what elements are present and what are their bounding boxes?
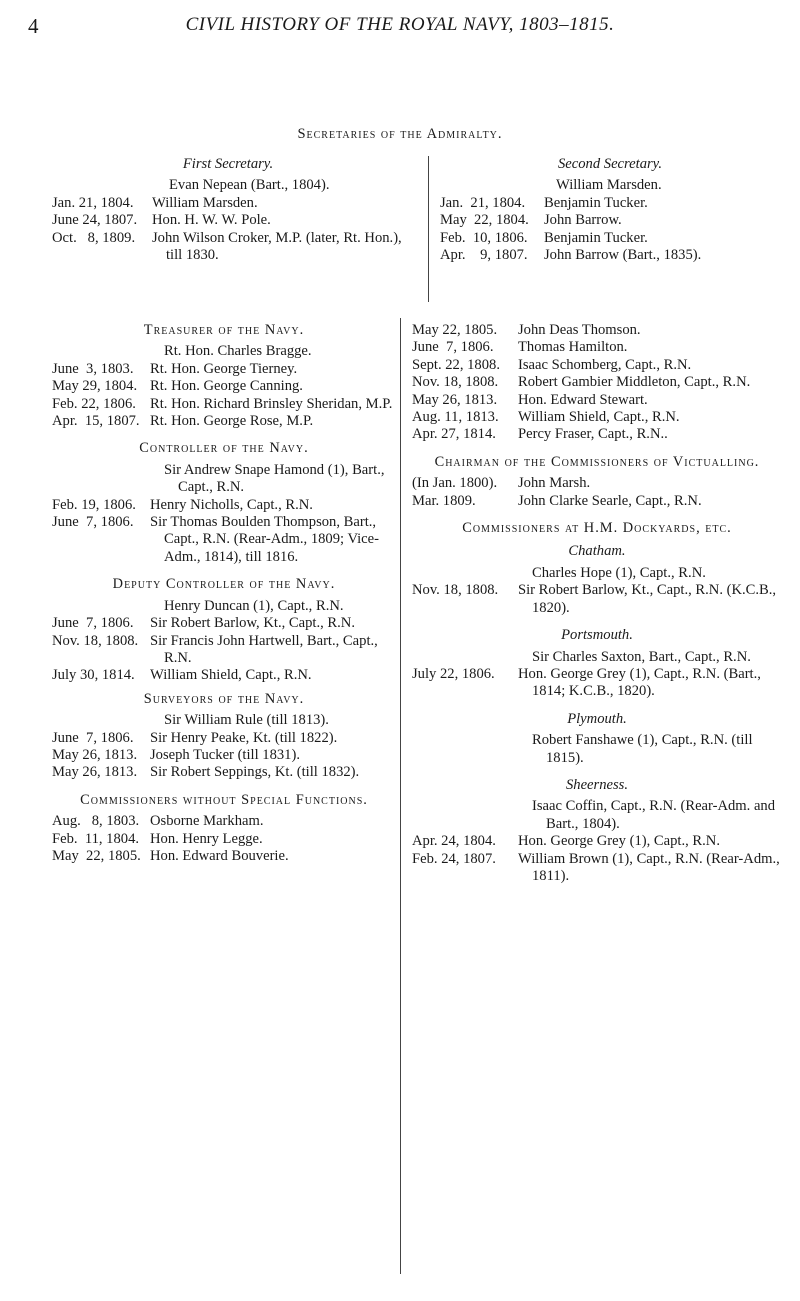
entry-date: May 26, 1813.	[52, 746, 138, 763]
dockyards-heading: Commissioners at H.M. Dockyards, etc.	[462, 520, 732, 537]
list-item	[412, 426, 782, 443]
commissioners-continued-list	[412, 322, 782, 444]
entry-date: June 7, 1806.	[52, 514, 134, 531]
entry-date: Aug. 8, 1803.	[52, 813, 140, 830]
entry-date: May 29, 1804.	[52, 378, 138, 395]
entry-date: May 22, 1805.	[412, 322, 498, 338]
main-title: Secretaries of the Admiralty.	[297, 126, 503, 142]
entry-text: Isaac Coffin, Capt., R.N. (Rear-Adm. and Bart., 1804).	[532, 798, 776, 832]
list-item	[52, 615, 396, 632]
plymouth-list	[412, 732, 782, 767]
entry-text: William Shield, Capt., R.N.	[150, 667, 312, 684]
list-item	[52, 396, 396, 413]
list-item	[412, 649, 782, 666]
first-secretary-section	[52, 150, 404, 264]
page-number: 4	[28, 14, 39, 38]
entry-text: John Clarke Searle, Capt., R.N.	[518, 492, 702, 509]
list-item	[52, 667, 396, 684]
chatham-heading: Chatham.	[568, 543, 626, 560]
list-item	[52, 462, 396, 497]
entry-date: June 7, 1806.	[52, 615, 134, 632]
list-item	[440, 230, 780, 247]
entry-date: Jan. 21, 1804.	[52, 194, 134, 211]
entry-text: Sir William Rule (till 1813).	[164, 712, 329, 729]
entry-text: Sir Robert Barlow, Kt., Capt., R.N. (K.C.B., 1820).	[518, 582, 777, 616]
entry-text: Robert Fanshawe (1), Capt., R.N. (till 1815).	[532, 732, 753, 766]
first-secretary-heading: First Secretary.	[182, 156, 274, 172]
controller-heading: Controller of the Navy.	[139, 440, 309, 457]
list-item	[52, 764, 396, 781]
entry-date	[52, 462, 164, 497]
list-item	[52, 848, 396, 865]
list-item	[440, 195, 780, 212]
list-item	[52, 361, 396, 378]
entry-date: Feb. 24, 1807.	[412, 850, 496, 867]
entry-text: John Marsh.	[518, 475, 591, 492]
entry-text: Percy Fraser, Capt., R.N..	[518, 426, 668, 443]
list-item	[412, 565, 782, 582]
list-item	[412, 798, 782, 833]
entry-text: Rt. Hon. George Canning.	[150, 378, 303, 395]
entry-date: May 22, 1805.	[52, 847, 141, 864]
list-item	[440, 212, 780, 229]
entry-text: John Barrow (Bart., 1835).	[544, 247, 702, 264]
entry-date: (In Jan. 1800).	[412, 475, 498, 492]
entry-text: Henry Duncan (1), Capt., R.N.	[164, 597, 344, 614]
entry-text: Hon. Edward Stewart.	[518, 391, 648, 408]
entry-date: July 22, 1806.	[412, 665, 495, 682]
entry-date: Nov. 18, 1808.	[412, 374, 499, 391]
entry-date	[412, 798, 532, 833]
entry-text: William Brown (1), Capt., R.N. (Rear-Adm., 1811).	[518, 850, 780, 884]
surveyors-list	[52, 712, 396, 782]
list-item	[52, 177, 404, 194]
entry-date: Aug. 11, 1813.	[412, 409, 499, 426]
sheerness-heading: Sheerness.	[565, 776, 628, 793]
list-item	[52, 378, 396, 395]
entry-date: Mar. 1809.	[412, 492, 476, 509]
entry-text: John Barrow.	[544, 212, 622, 229]
list-item	[52, 497, 396, 514]
entry-text: Rt. Hon. George Rose, M.P.	[150, 413, 314, 430]
list-item	[412, 851, 782, 886]
entry-text: Sir Robert Barlow, Kt., Capt., R.N.	[150, 615, 355, 632]
entry-date	[52, 177, 169, 194]
entry-date: Oct. 8, 1809.	[52, 229, 136, 246]
entry-date: May 26, 1813.	[412, 391, 498, 408]
entry-date: Nov. 18, 1808.	[52, 632, 139, 649]
entry-date: Feb. 19, 1806.	[52, 496, 136, 513]
entry-text: Sir Andrew Snape Hamond (1), Bart., Capt., R.N.	[164, 461, 385, 496]
entry-text: Sir Robert Seppings, Kt. (till 1832).	[150, 764, 360, 781]
entry-date	[440, 177, 556, 194]
page-header	[28, 14, 772, 44]
list-item	[412, 666, 782, 701]
entry-date: Apr. 9, 1807.	[440, 247, 528, 264]
list-item	[412, 374, 782, 391]
entry-text: Benjamin Tucker.	[544, 194, 648, 211]
entry-date: Apr. 15, 1807.	[52, 413, 140, 430]
entry-text: Sir Charles Saxton, Bart., Capt., R.N.	[532, 648, 751, 665]
column-divider-top	[428, 156, 429, 302]
list-item	[412, 833, 782, 850]
list-item	[52, 813, 396, 830]
list-item	[412, 339, 782, 356]
entry-text: Charles Hope (1), Capt., R.N.	[532, 564, 706, 581]
entry-text: Henry Nicholls, Capt., R.N.	[150, 496, 313, 513]
entry-text: Sir Francis John Hartwell, Bart., Capt., R.N.	[150, 632, 378, 666]
list-item	[412, 392, 782, 409]
entry-date	[412, 565, 532, 582]
list-item	[412, 493, 782, 510]
list-item	[412, 357, 782, 374]
entry-text: Sir Henry Peake, Kt. (till 1822).	[150, 729, 338, 746]
entry-text: William Marsden.	[556, 177, 662, 194]
entry-text: Benjamin Tucker.	[544, 229, 648, 246]
entry-date: Feb. 10, 1806.	[440, 229, 528, 246]
list-item	[52, 633, 396, 668]
entry-date: May 26, 1813.	[52, 764, 138, 781]
treasurer-list	[52, 343, 396, 430]
list-item	[412, 409, 782, 426]
entry-text: Evan Nepean (Bart., 1804).	[169, 177, 330, 194]
second-secretary-list	[440, 177, 780, 264]
entry-text: Osborne Markham.	[150, 813, 264, 830]
left-column	[52, 322, 396, 865]
portsmouth-list	[412, 649, 782, 701]
entry-text: William Shield, Capt., R.N.	[518, 409, 680, 426]
entry-date	[412, 732, 532, 767]
entry-text: Hon. George Grey (1), Capt., R.N.	[518, 833, 720, 850]
column-divider-bottom	[400, 318, 401, 1274]
entry-date: Sept. 22, 1808.	[412, 356, 500, 373]
sheerness-list	[412, 798, 782, 885]
entry-text: William Marsden.	[152, 194, 258, 211]
list-item	[52, 831, 396, 848]
entry-text: Joseph Tucker (till 1831).	[150, 746, 300, 763]
entry-date: Feb. 22, 1806.	[52, 395, 136, 412]
list-item	[52, 230, 404, 265]
second-secretary-heading: Second Secretary.	[557, 156, 662, 172]
list-item	[52, 413, 396, 430]
list-item	[440, 247, 780, 264]
commissioners-heading: Commissioners without Special Functions.	[80, 791, 368, 808]
list-item	[52, 747, 396, 764]
list-item	[412, 732, 782, 767]
list-item	[52, 712, 396, 729]
list-item	[52, 343, 396, 360]
entry-date: Feb. 11, 1804.	[52, 830, 140, 847]
plymouth-heading: Plymouth.	[567, 710, 627, 727]
chatham-list	[412, 565, 782, 617]
list-item	[52, 195, 404, 212]
first-secretary-list	[52, 177, 404, 264]
entry-text: John Deas Thomson.	[518, 322, 641, 338]
second-secretary-section	[440, 150, 780, 264]
commissioners-list	[52, 813, 396, 865]
list-item	[412, 582, 782, 617]
surveyors-heading: Surveyors of the Navy.	[143, 690, 305, 707]
entry-text: Rt. Hon. Richard Brinsley Sheridan, M.P.	[150, 395, 393, 412]
entry-text: Robert Gambier Middleton, Capt., R.N.	[518, 374, 751, 391]
victualling-heading: Chairman of the Commissioners of Victualling.	[434, 453, 760, 470]
list-item	[412, 322, 782, 339]
entry-text: Hon. Henry Legge.	[150, 830, 263, 847]
entry-date	[412, 649, 532, 666]
entry-date: June 24, 1807.	[52, 212, 138, 229]
entry-date: June 3, 1803.	[52, 360, 134, 377]
entry-date: May 22, 1804.	[440, 212, 529, 229]
list-item	[52, 212, 404, 229]
entry-text: Hon. H. W. W. Pole.	[152, 212, 271, 229]
entry-date	[52, 712, 164, 729]
list-item	[52, 598, 396, 615]
entry-date	[52, 343, 164, 360]
list-item	[440, 177, 780, 194]
list-item	[412, 475, 782, 492]
deputy-controller-heading: Deputy Controller of the Navy.	[112, 576, 336, 593]
entry-text: Rt. Hon. Charles Bragge.	[164, 343, 312, 360]
running-title: CIVIL HISTORY OF THE ROYAL NAVY, 1803–1815.	[185, 14, 615, 35]
portsmouth-heading: Portsmouth.	[561, 627, 633, 644]
entry-text: Sir Thomas Boulden Thompson, Bart., Capt., R.N. (Rear-Adm., 1809; Vice-Adm., 1814), till 1816.	[150, 514, 379, 565]
entry-text: John Wilson Croker, M.P. (later, Rt. Hon.), till 1830.	[152, 229, 402, 264]
entry-date: Nov. 18, 1808.	[412, 582, 499, 599]
entry-date: July 30, 1814.	[52, 667, 135, 684]
entry-text: Hon. George Grey (1), Capt., R.N. (Bart., 1814; K.C.B., 1820).	[518, 665, 761, 700]
entry-text: Hon. Edward Bouverie.	[150, 847, 289, 864]
entry-text: Thomas Hamilton.	[518, 339, 628, 356]
victualling-list	[412, 475, 782, 510]
entry-date	[52, 598, 164, 615]
entry-date: Apr. 27, 1814.	[412, 426, 496, 443]
right-column	[412, 322, 782, 885]
entry-date: June 7, 1806.	[52, 729, 134, 746]
controller-list	[52, 462, 396, 566]
list-item	[52, 514, 396, 566]
list-item	[52, 730, 396, 747]
entry-text: Rt. Hon. George Tierney.	[150, 360, 298, 377]
deputy-controller-list	[52, 598, 396, 685]
entry-text: Isaac Schomberg, Capt., R.N.	[518, 356, 692, 373]
treasurer-heading: Treasurer of the Navy.	[143, 322, 305, 338]
entry-date: Jan. 21, 1804.	[440, 194, 526, 211]
entry-date: June 7, 1806.	[412, 339, 494, 356]
entry-date: Apr. 24, 1804.	[412, 833, 496, 850]
